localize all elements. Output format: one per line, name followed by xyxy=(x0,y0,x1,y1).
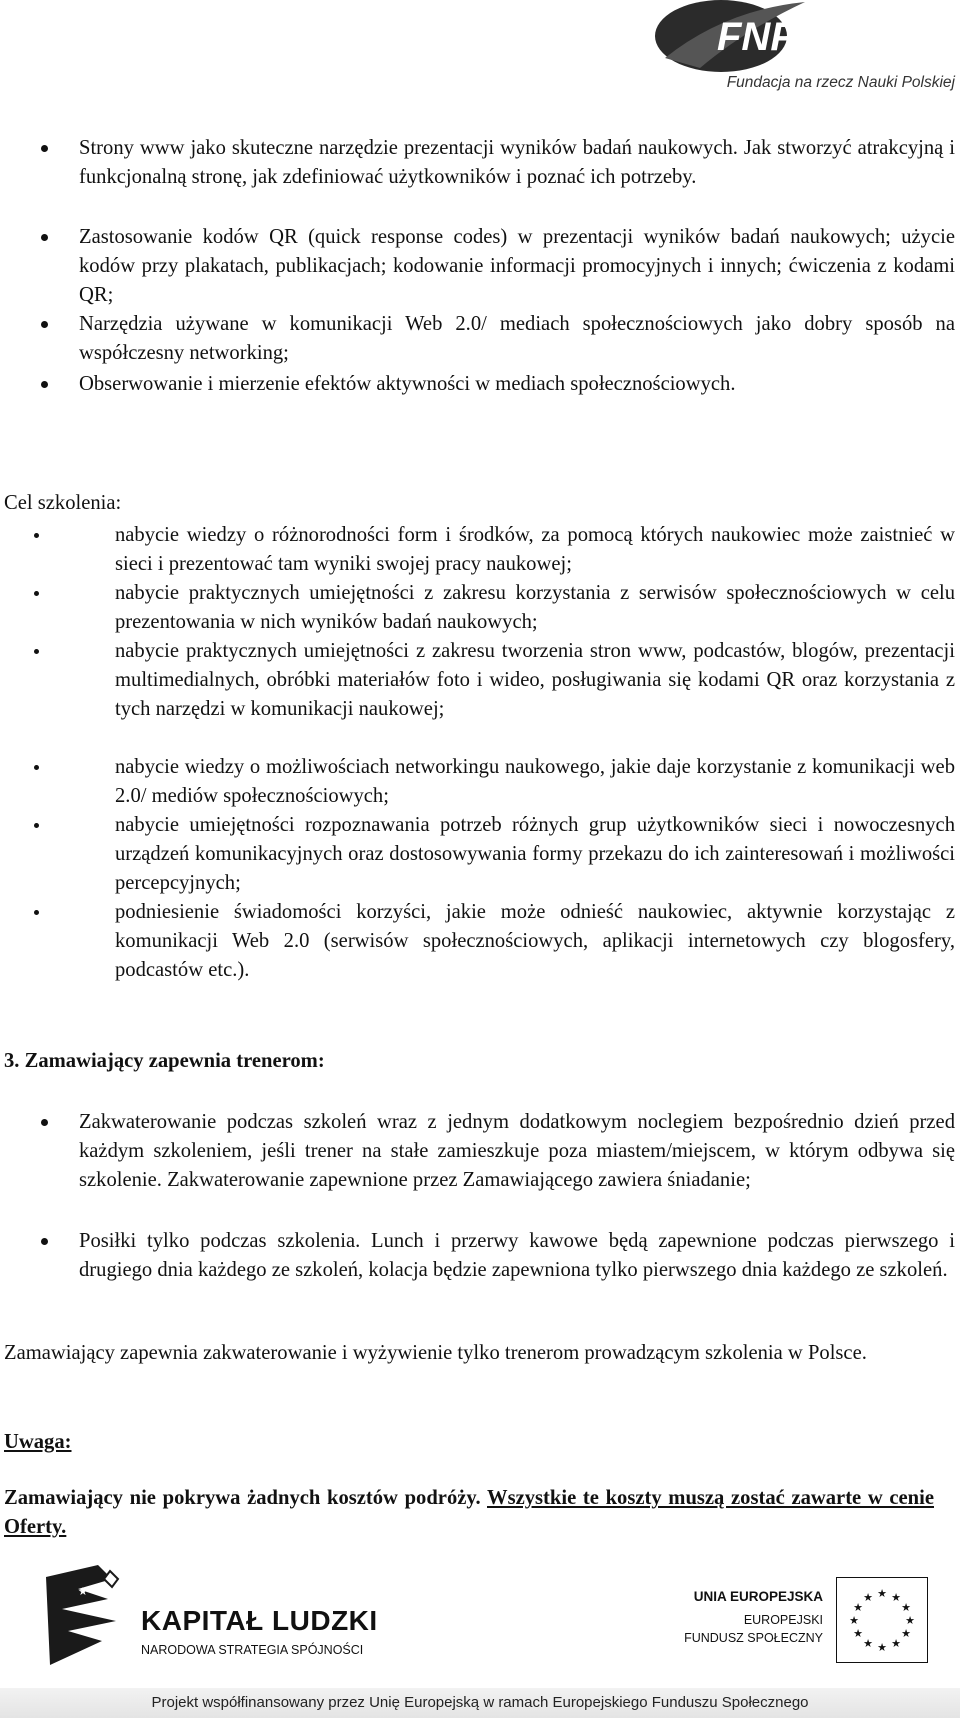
list-item: Narzędzia używane w komunikacji Web 2.0/ mediach społecznościowych jako dobry sposób na współczesny networking; xyxy=(79,310,955,368)
eu-line-3: FUNDUSZ SPOŁECZNY xyxy=(684,1631,823,1645)
goal-label: Cel szkolenia: xyxy=(4,492,122,514)
bullet-icon xyxy=(41,381,48,388)
bullet-icon xyxy=(34,823,39,828)
kapital-ludzki-title: KAPITAŁ LUDZKI xyxy=(141,1605,378,1636)
fnp-logo-mark-icon xyxy=(655,0,955,80)
bullet-icon xyxy=(41,1119,48,1126)
svg-text:★: ★ xyxy=(877,1641,887,1654)
accommodation-note: Zamawiający zapewnia zakwaterowanie i wyżywienie tylko trenerom prowadzącym szkolenia w Polsce. xyxy=(4,1342,867,1364)
goal-list xyxy=(115,521,955,985)
bullet-icon xyxy=(34,533,39,538)
svg-text:★: ★ xyxy=(905,1614,915,1627)
trainer-provisions-list xyxy=(79,1108,955,1314)
list-item: Zastosowanie kodów QR (quick response codes) w prezentacji wyników badań naukowych; użycie kodów przy plakatach, publikacjach; kodowanie informacji promocyjnych i innych; ćwiczenia z kodami QR; xyxy=(79,223,955,310)
fnp-logo-letters: FNP xyxy=(717,15,797,59)
topics-list xyxy=(79,134,955,399)
bullet-icon xyxy=(41,234,48,241)
bullet-icon xyxy=(34,765,39,770)
section-heading: 3. Zamawiający zapewnia trenerom: xyxy=(4,1050,325,1072)
cofinancing-note: Projekt współfinansowany przez Unię Europejską w ramach Europejskiego Funduszu Społecznego xyxy=(151,1694,809,1711)
bullet-icon xyxy=(41,321,48,328)
list-item: nabycie praktycznych umiejętności z zakresu korzystania z serwisów społecznościowych w celu prezentowania w nich wyników badań naukowych; xyxy=(115,579,955,637)
footer-band xyxy=(0,1688,960,1718)
warning-text xyxy=(4,1484,934,1542)
list-item: Zakwaterowanie podczas szkoleń wraz z jednym dodatkowym noclegiem bezpośrednio dzień przed każdym szkoleniem, jeśli trener na stałe zamieszkuje poza miastem/miejscem, w którym odbywa się szkolenie. Zakwaterowanie zapewnione przez Zamawiającego zawiera śniadanie; xyxy=(79,1108,955,1224)
eu-line-2: EUROPEJSKI xyxy=(743,1613,823,1627)
kapital-ludzki-subtitle: NARODOWA STRATEGIA SPÓJNOŚCI xyxy=(141,1643,364,1657)
list-item: nabycie umiejętności rozpoznawania potrzeb różnych grup użytkowników sieci i nowoczesnych urządzeń komunikacyjnych oraz dostosowywania formy przekazu do ich zainteresowań i możliwości percepcyjnych; xyxy=(115,811,955,898)
svg-text:★: ★ xyxy=(853,1627,863,1640)
list-item: Posiłki tylko podczas szkolenia. Lunch i przerwy kawowe będą zapewnione podczas pierwszego i drugiego dnia każdego ze szkoleń, kolacja będzie zapewniona tylko pierwszego dnia każdego ze szkoleń. xyxy=(79,1227,955,1314)
bullet-icon xyxy=(41,145,48,152)
svg-text:★: ★ xyxy=(849,1614,859,1627)
list-item: nabycie wiedzy o różnorodności form i środków, za pomocą których naukowiec może zaistnieć w sieci i prezentować tam wyniki swojej pracy naukowej; xyxy=(115,521,955,579)
list-item: podniesienie świadomości korzyści, jakie może odnieść naukowiec, aktywnie korzystając z komunikacji Web 2.0 (serwisów społecznościowych, aplikacji internetowych czy blogosfery, podcastów etc.). xyxy=(115,898,955,985)
svg-text:★: ★ xyxy=(891,1591,901,1604)
list-item: Obserwowanie i mierzenie efektów aktywności w mediach społecznościowych. xyxy=(79,370,955,399)
kapital-ludzki-logo xyxy=(38,1565,408,1670)
warning-text-part2: Wszystkie te koszty muszą zostać zawarte w cenie Oferty. xyxy=(4,1487,934,1538)
svg-text:★: ★ xyxy=(863,1637,873,1650)
eu-line-1: UNIA EUROPEJSKA xyxy=(693,1589,823,1604)
svg-text:★: ★ xyxy=(853,1601,863,1614)
svg-text:★: ★ xyxy=(863,1591,873,1604)
fnp-logo-subtitle: Fundacja na rzecz Nauki Polskiej xyxy=(726,74,955,91)
kapital-ludzki-emblem-icon xyxy=(38,1565,130,1665)
bullet-icon xyxy=(41,1238,48,1245)
list-item: Strony www jako skuteczne narzędzie prezentacji wyników badań naukowych. Jak stworzyć atrakcyjną i funkcjonalną stronę, jak zdefiniować użytkowników i poznać ich potrzeby. xyxy=(79,134,955,221)
svg-text:★: ★ xyxy=(78,1586,88,1598)
list-item: nabycie wiedzy o możliwościach networkingu naukowego, jakie daje korzystanie z komunikacji web 2.0/ mediów społecznościowych; xyxy=(115,753,955,811)
bullet-icon xyxy=(34,591,39,596)
eu-logo xyxy=(668,1577,928,1665)
warning-text-part1: Zamawiający nie pokrywa żadnych kosztów podróży. xyxy=(4,1487,481,1509)
svg-text:★: ★ xyxy=(901,1601,911,1614)
svg-text:★: ★ xyxy=(901,1627,911,1640)
svg-text:★: ★ xyxy=(891,1637,901,1650)
bullet-icon xyxy=(34,910,39,915)
bullet-icon xyxy=(34,649,39,654)
fnp-logo xyxy=(655,0,955,98)
warning-label: Uwaga: xyxy=(4,1431,72,1453)
eu-flag-icon xyxy=(836,1577,928,1663)
list-item: nabycie praktycznych umiejętności z zakresu tworzenia stron www, podcastów, blogów, prezentacji multimedialnych, obróbki materiałów foto i wideo, posługiwania się kodami QR oraz korzystania z tych narzędzi w komunikacji naukowej; xyxy=(115,637,955,753)
svg-text:★: ★ xyxy=(877,1587,887,1600)
